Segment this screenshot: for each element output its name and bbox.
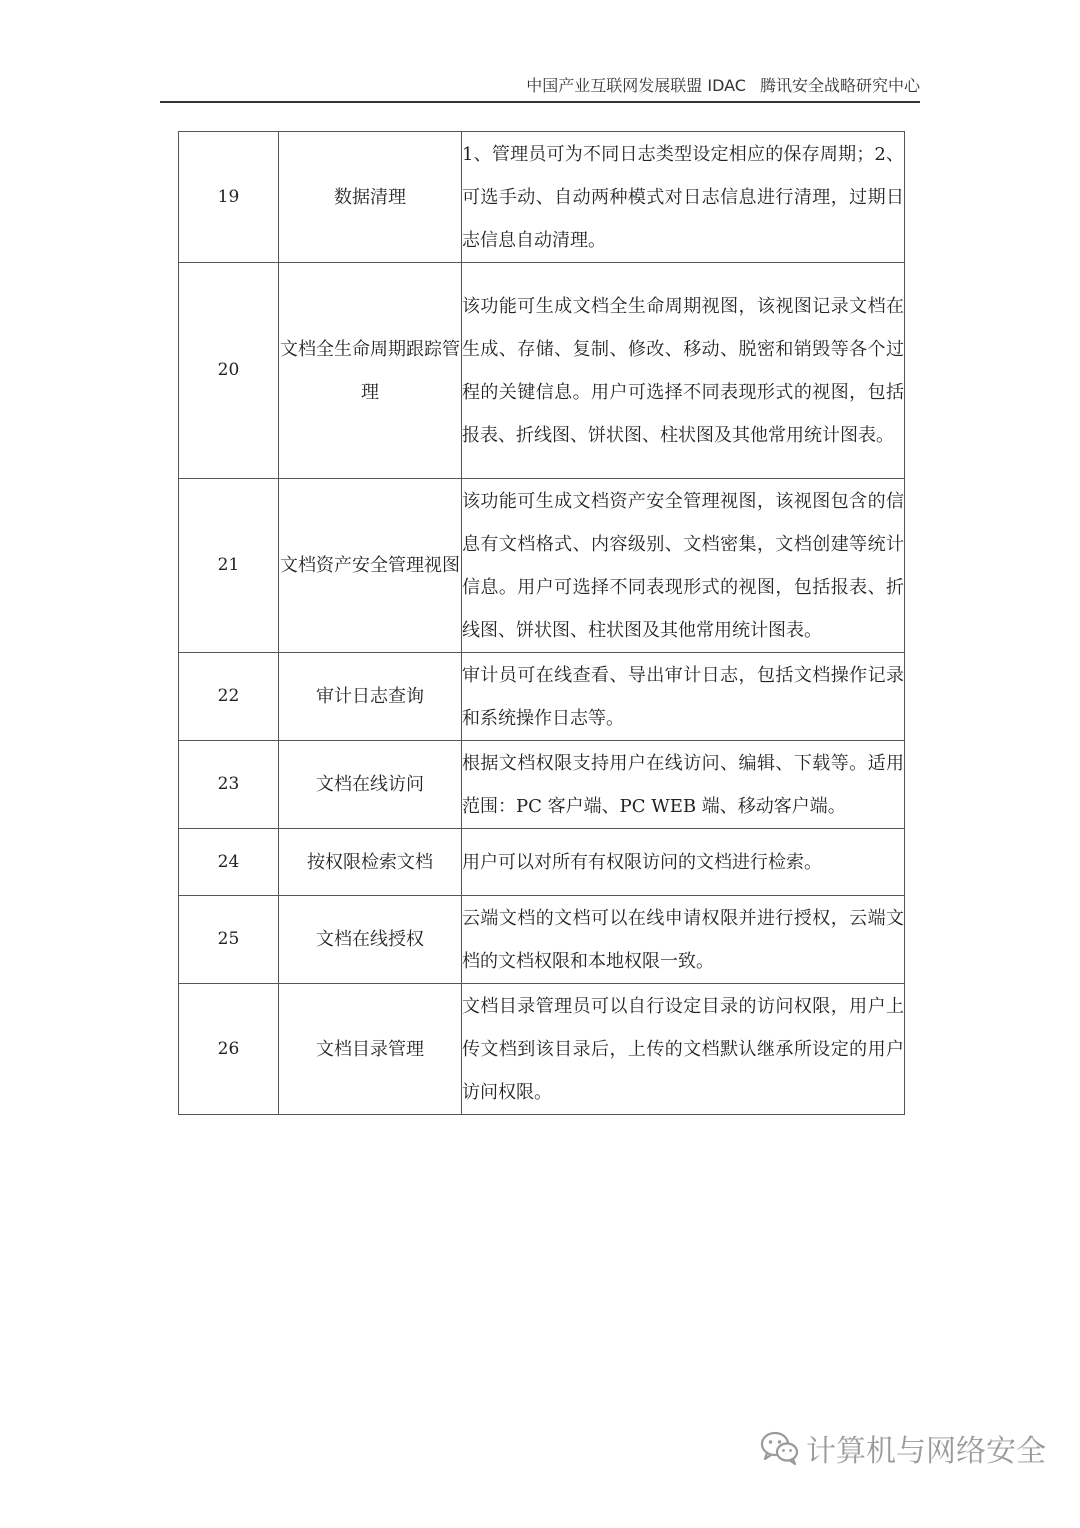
row-number: 22 xyxy=(179,653,279,741)
row-number: 23 xyxy=(179,741,279,829)
feature-name: 审计日志查询 xyxy=(279,653,462,741)
header-center-name: 腾讯安全战略研究中心 xyxy=(759,76,920,95)
feature-name: 文档在线访问 xyxy=(279,741,462,829)
feature-name: 按权限检索文档 xyxy=(279,829,462,896)
row-number: 19 xyxy=(179,132,279,263)
row-number: 25 xyxy=(179,896,279,984)
watermark xyxy=(760,1418,1046,1478)
row-number: 26 xyxy=(179,984,279,1115)
table-row xyxy=(179,479,905,653)
feature-name: 数据清理 xyxy=(279,132,462,263)
header-org-name: 中国产业互联网发展联盟 IDAC xyxy=(526,76,746,95)
row-number: 24 xyxy=(179,829,279,896)
table-row xyxy=(179,829,905,896)
feature-description: 审计员可在线查看、导出审计日志，包括文档操作记录和系统操作日志等。 xyxy=(462,653,905,741)
feature-name: 文档资产安全管理视图 xyxy=(279,479,462,653)
table-row xyxy=(179,741,905,829)
table-row xyxy=(179,132,905,263)
row-number: 21 xyxy=(179,479,279,653)
feature-table xyxy=(178,131,905,1115)
feature-description: 该功能可生成文档全生命周期视图，该视图记录文档在生成、存储、复制、修改、移动、脱密和销毁等各个过程的关键信息。用户可选择不同表现形式的视图，包括报表、折线图、饼状图、柱状图及其他常用统计图表。 xyxy=(462,263,905,479)
feature-name: 文档在线授权 xyxy=(279,896,462,984)
table-row xyxy=(179,653,905,741)
wechat-icon xyxy=(760,1430,800,1466)
feature-description: 1、管理员可为不同日志类型设定相应的保存周期；2、可选手动、自动两种模式对日志信息进行清理，过期日志信息自动清理。 xyxy=(462,132,905,263)
feature-description: 云端文档的文档可以在线申请权限并进行授权，云端文档的文档权限和本地权限一致。 xyxy=(462,896,905,984)
table-row xyxy=(179,263,905,479)
feature-name: 文档全生命周期跟踪管理 xyxy=(279,263,462,479)
feature-description: 该功能可生成文档资产安全管理视图，该视图包含的信息有文档格式、内容级别、文档密集，文档创建等统计信息。用户可选择不同表现形式的视图，包括报表、折线图、饼状图、柱状图及其他常用统计图表。 xyxy=(462,479,905,653)
watermark-text: 计算机与网络安全 xyxy=(806,1434,1046,1469)
table-row xyxy=(179,984,905,1115)
row-number: 20 xyxy=(179,263,279,479)
table-row xyxy=(179,896,905,984)
feature-name: 文档目录管理 xyxy=(279,984,462,1115)
page-header xyxy=(160,74,920,103)
feature-description: 根据文档权限支持用户在线访问、编辑、下载等。适用范围：PC 客户端、PC WEB 端、移动客户端。 xyxy=(462,741,905,829)
feature-description: 文档目录管理员可以自行设定目录的访问权限，用户上传文档到该目录后，上传的文档默认继承所设定的用户访问权限。 xyxy=(462,984,905,1115)
feature-description: 用户可以对所有有权限访问的文档进行检索。 xyxy=(462,829,905,896)
